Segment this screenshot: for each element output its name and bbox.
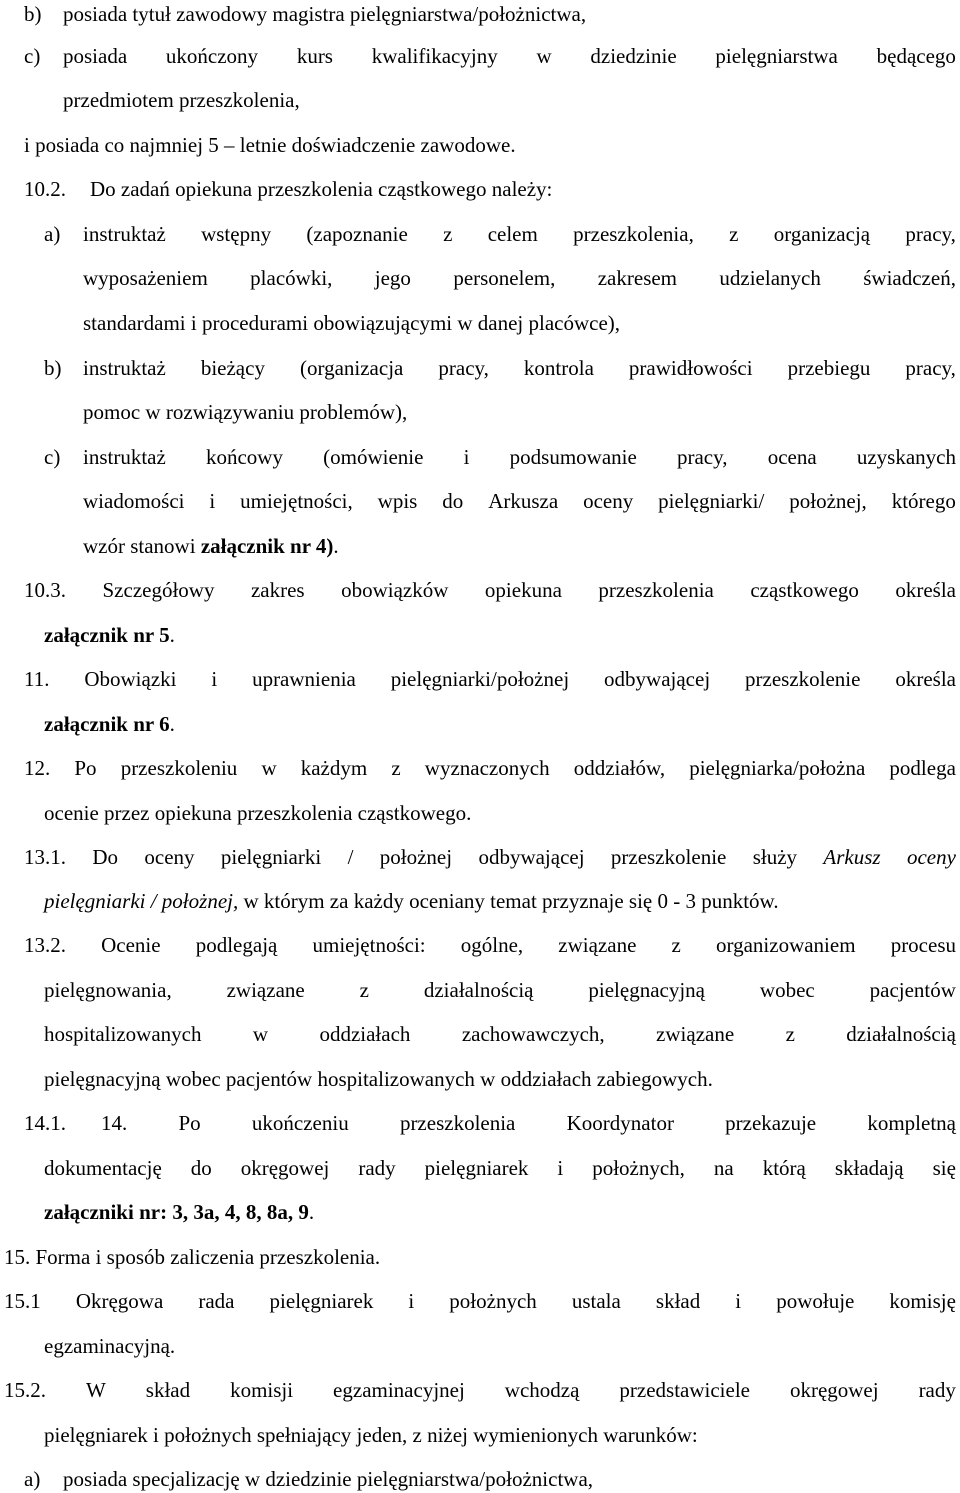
word: wchodzą [504,1378,580,1402]
section-number: 10.2. [24,177,66,201]
word: okręgowej [240,1156,330,1180]
word: ogólne, [460,933,524,957]
word: działalnością [423,978,534,1002]
word: z [391,756,401,780]
word: związane [226,978,305,1002]
word: procesu [890,933,956,957]
word: w [536,44,552,68]
word: końcowy [205,445,283,469]
word: położnych, [592,1156,685,1180]
word: Arkusza [488,489,559,513]
word: uzyskanych [856,445,956,469]
word: oddziałach [319,1022,411,1046]
word: (omówienie [323,445,424,469]
word: zakres [250,578,305,602]
word: okręgowej [789,1378,879,1402]
word: pielęgnowania, [44,978,172,1002]
word: wobec [759,978,815,1002]
paragraph-line [83,264,956,292]
word: przebiegu [787,356,871,380]
word: wyznaczonych [424,756,550,780]
bold-reference: załącznik nr 5 [44,623,170,647]
word: obowiązków [341,578,449,602]
word: pielęgniarstwa [715,44,838,68]
paragraph-line [44,1154,956,1182]
list-item-c-label: c) [24,44,41,68]
word: Szczegółowy [102,578,215,602]
paragraph-line [44,887,779,915]
word: przeszkolenia [399,1111,516,1135]
word: instruktaż [83,222,166,246]
list-item-a-label: a) [24,1467,41,1491]
italic-word: Arkusz [823,845,881,869]
word: i [211,667,218,691]
paragraph-line [44,710,175,738]
word: podsumowanie [509,445,637,469]
section-heading [24,931,956,959]
list-item-c-text [63,42,956,70]
word: przeszkoleniu [120,756,238,780]
word: położnych [449,1289,537,1313]
section-heading: 15. Forma i sposób zaliczenia przeszkolenia. [4,1245,381,1269]
word: oceny [583,489,634,513]
section-number: 14.1. [24,1111,66,1135]
word: z [359,978,369,1002]
plain-text: . [333,534,339,558]
word: posiada [63,44,128,68]
word: 13.2. [24,933,66,957]
word: cząstkowego [750,578,859,602]
word: się [932,1156,956,1180]
word: zakresem [597,266,678,290]
word: związane [558,933,637,957]
word: hospitalizowanych [44,1022,202,1046]
word: ukończony [165,44,259,68]
word: ocena [767,445,817,469]
word: 12. [24,756,51,780]
word: którą [762,1156,806,1180]
plain-text: . [308,1200,315,1224]
word: wpis [377,489,418,513]
word: do [442,489,464,513]
word: podlegają [195,933,278,957]
word: i [209,489,216,513]
plain-text: . [169,623,175,647]
word: Obowiązki [84,667,177,691]
word: pielęgniarki [220,845,322,869]
word: rady [918,1378,956,1402]
word: oceny [144,845,195,869]
paragraph-line: pielęgniarek i położnych spełniający jeden, z niżej wymienionych warunków: [44,1423,698,1447]
word: i [735,1289,742,1313]
word: placówki, [250,266,333,290]
word: położnej, [789,489,867,513]
word: i [408,1289,415,1313]
word: na [713,1156,734,1180]
word: działalnością [846,1022,956,1046]
word: wyposażeniem [83,266,208,290]
word: instruktaż [83,445,166,469]
word: 11. [24,667,50,691]
plain-text: wzór stanowi [83,534,201,558]
word: przeszkolenie [610,845,727,869]
word: organizacją [773,222,871,246]
paragraph-line [44,1020,956,1048]
word: skład [145,1378,191,1402]
word: pielęgniarek [424,1156,529,1180]
paragraph-line: pielęgnacyjną wobec pacjentów hospitalizowanych w oddziałach zabiegowych. [44,1067,713,1091]
word: opiekuna [484,578,562,602]
bold-reference: załącznik nr 4) [200,534,334,558]
word: rada [198,1289,235,1313]
word: 15.2. [4,1378,46,1402]
word: Po [178,1111,201,1135]
word: podlega [889,756,956,780]
word: z [671,933,681,957]
word: pielęgniarka/położna [689,756,866,780]
word: udzielanych [719,266,821,290]
paragraph-line: standardami i procedurami obowiązującymi w danej placówce), [83,311,621,335]
word: jego [374,266,411,290]
list-item-b [24,0,42,28]
word: personelem, [453,266,556,290]
word: 13.1. [24,845,66,869]
word: kontrola [523,356,594,380]
word: z [729,222,739,246]
italic-reference: pielęgniarki / położnej, [44,889,239,913]
section-heading [24,843,956,871]
paragraph-line: pomoc w rozwiązywaniu problemów), [83,400,408,424]
paragraph-line [44,976,956,1004]
word: określa [895,578,956,602]
word: pielęgniarek [269,1289,374,1313]
word: dziedzinie [590,44,677,68]
word: pracy, [676,445,728,469]
word: przedstawiciele [619,1378,750,1402]
word: i [463,445,470,469]
word: celem [487,222,538,246]
word: przeszkolenia [598,578,714,602]
word: w [252,1022,269,1046]
word: 14. [101,1111,128,1135]
word: dokumentację [44,1156,162,1180]
word: będącego [876,44,956,68]
plain-text: w którym za każdy oceniany temat przyznaje się 0 - 3 punktów. [238,889,779,913]
paragraph-line [44,621,175,649]
word: pielęgniarki/ [658,489,765,513]
word: rady [358,1156,396,1180]
word: pielęgnacyjną [588,978,705,1002]
word: służy [752,845,798,869]
word: egzaminacyjnej [333,1378,465,1402]
word: komisję [889,1289,956,1313]
list-item-b-text: posiada tytuł zawodowy magistra pielęgniarstwa/położnictwa, [63,2,587,26]
section-heading [101,1109,956,1137]
word: odbywającej [478,845,585,869]
section-heading [4,1287,956,1315]
word: (zapoznanie [306,222,408,246]
list-item-b-text [83,354,956,382]
word: prawidłowości [628,356,753,380]
section-heading: Do zadań opiekuna przeszkolenia cząstkowego należy: [90,177,553,201]
word: zachowawczych, [461,1022,605,1046]
paragraph-line: egzaminacyjną. [44,1334,176,1358]
word: uprawnienia [252,667,356,691]
word: W [85,1378,106,1402]
word: Po [74,756,97,780]
word: umiejętności, [240,489,353,513]
word: położnej [379,845,453,869]
paragraph-line: i posiada co najmniej 5 – letnie doświadczenie zawodowe. [24,133,516,157]
list-item-a-text [83,220,956,248]
list-item-a-text: posiada specjalizację w dziedzinie pielęgniarstwa/położnictwa, [63,1467,594,1491]
section-heading [24,665,956,693]
word: skład [655,1289,701,1313]
list-label: b) [24,2,42,26]
word: do [190,1156,212,1180]
word: i [557,1156,564,1180]
word: związane [656,1022,735,1046]
word: Ocenie [101,933,161,957]
word: ustala [571,1289,621,1313]
word: powołuje [776,1289,855,1313]
word: (organizacja [299,356,404,380]
word: pracy, [905,222,956,246]
word: / [347,845,354,869]
list-item-b-label: b) [44,356,62,380]
word: pielęgniarki/położnej [390,667,570,691]
paragraph-line [83,487,956,515]
word: świadczeń, [863,266,956,290]
word: bieżący [200,356,265,380]
word: z [443,222,453,246]
word: pracy, [905,356,956,380]
word: przeszkolenia, [573,222,694,246]
section-heading [24,576,956,604]
italic-word: oceny [906,845,956,869]
word: każdym [300,756,368,780]
word: którego [891,489,956,513]
list-item-c-text [83,443,956,471]
word: umiejętności: [312,933,426,957]
word: przekazuje [725,1111,817,1135]
word: 15.1 [4,1289,41,1313]
word: wiadomości [83,489,185,513]
list-item-c-label: c) [44,445,61,469]
word: pacjentów [869,978,956,1002]
word: 10.3. [24,578,66,602]
word: Koordynator [566,1111,674,1135]
paragraph-line: ocenie przez opiekuna przeszkolenia cząstkowego. [44,801,472,825]
word: kwalifikacyjny [371,44,498,68]
word: określa [895,667,956,691]
word: przeszkolenie [745,667,861,691]
section-heading [24,754,956,782]
word: Do [92,845,119,869]
word: Okręgowa [75,1289,164,1313]
word: z [785,1022,795,1046]
bold-reference: załącznik nr 6 [44,712,170,736]
list-item-a-label: a) [44,222,61,246]
word: oddziałów, [573,756,666,780]
word: wstępny [201,222,272,246]
bold-reference: załączniki nr: 3, 3a, 4, 8, 8a, 9 [44,1200,309,1224]
plain-text: . [169,712,175,736]
paragraph-line [83,532,339,560]
word: organizowaniem [715,933,856,957]
paragraph-line [44,1198,314,1226]
paragraph-line: przedmiotem przeszkolenia, [63,88,300,112]
word: pracy, [438,356,489,380]
word: instruktaż [83,356,166,380]
word: ukończeniu [251,1111,349,1135]
word: kompletną [867,1111,956,1135]
word: odbywającej [604,667,711,691]
word: w [261,756,277,780]
section-heading [4,1376,956,1404]
word: składają [834,1156,904,1180]
word: kurs [296,44,333,68]
word: komisji [230,1378,294,1402]
